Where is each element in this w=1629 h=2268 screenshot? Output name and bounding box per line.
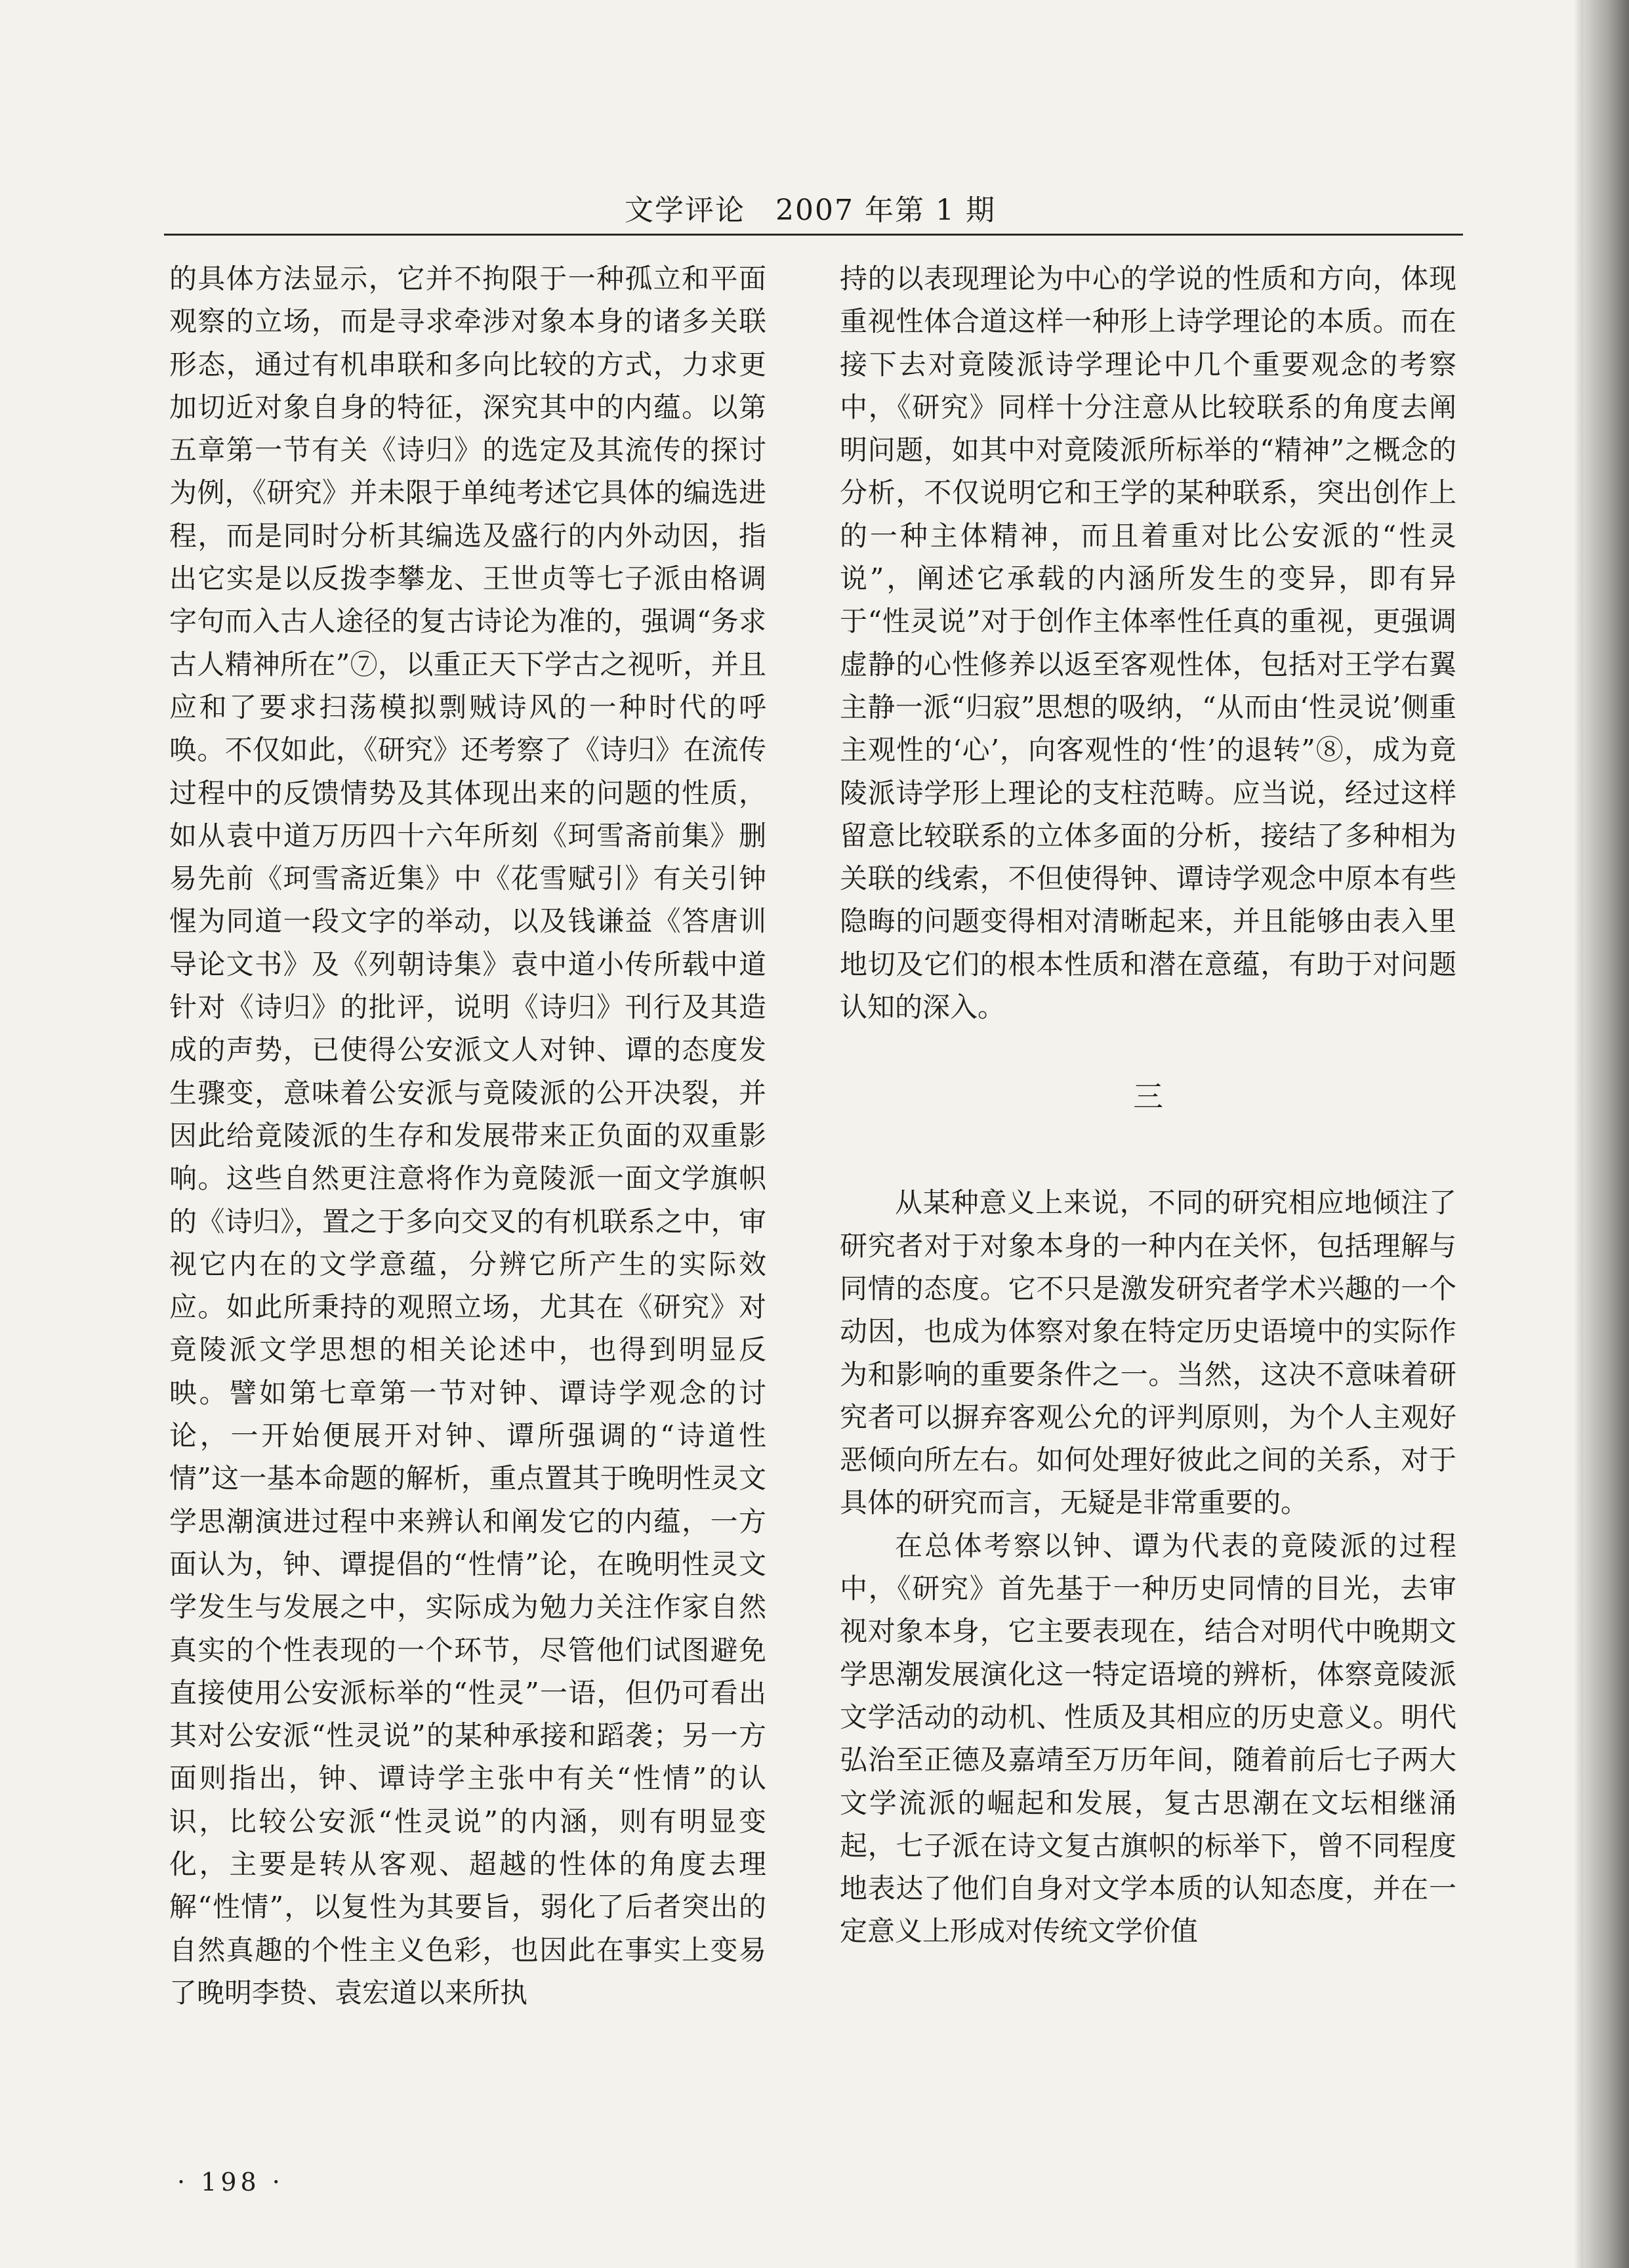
- left-column: [169, 257, 766, 2014]
- scan-shadow-gap: [1574, 0, 1583, 2268]
- page-number: · 198 ·: [177, 2168, 284, 2196]
- scan-right-edge: [1583, 0, 1629, 2268]
- right-column: [840, 257, 1456, 1953]
- body-paragraph: 从某种意义上来说，不同的研究相应地倾注了研究者对于对象本身的一种内在关怀，包括理解与同情的态度。它不只是激发研究者学术兴趣的一个动因，也成为体察对象在特定历史语境中的实际作为和影响的重要条件之一。当然，这决不意味着研究者可以摒弃客观公允的评判原则，为个人主观好恶倾向所左右。如何处理好彼此之间的关系，对于具体的研究而言，无疑是非常重要的。: [840, 1186, 1456, 1519]
- body-paragraph: 持的以表现理论为中心的学说的性质和方向，体现重视性体合道这样一种形上诗学理论的本质。而在接下去对竟陵派诗学理论中几个重要观念的考察中，《研究》同样十分注意从比较联系的角度去阐明问题，如其中对竟陵派所标举的“精神”之概念的分析，不仅说明它和王学的某种联系，突出创作上的一种主体精神，而且着重对比公安派的“性灵说”，阐述它承载的内涵所发生的变异，即有异于“性灵说”对于创作主体率性任真的重视，更强调虚静的心性修养以返至客观性体，包括对王学右翼主静一派“归寂”思想的吸纳，“从而由‘性灵说’侧重主观性的‘心’，向客观性的‘性’的退转”⑧，成为竟陵派诗学形上理论的支柱范畴。应当说，经过这样留意比较联系的立体多面的分析，接结了多种相为关联的线索，不但使得钟、谭诗学观念中原本有些隐晦的问题变得相对清晰起来，并且能够由表入里地切及它们的根本性质和潜在意蕴，有助于对问题认知的深入。: [840, 262, 1456, 1024]
- running-header: 文学评论 2007 年第 1 期: [625, 194, 996, 227]
- body-paragraph: 在总体考察以钟、谭为代表的竟陵派的过程中，《研究》首先基于一种历史同情的目光，去审视对象本身，它主要表现在，结合对明代中晚期文学思潮发展演化这一特定语境的辨析，体察竟陵派文学活动的动机、性质及其相应的历史意义。明代弘治至正德及嘉靖至万历年间，随着前后七子两大文学流派的崛起和发展，复古思潮在文坛相继涌起，七子派在诗文复古旗帜的标举下，曾不同程度地表达了他们自身对文学本质的认知态度，并在一定意义上形成对传统文学价值: [840, 1529, 1456, 1948]
- body-paragraph: 的具体方法显示，它并不拘限于一种孤立和平面观察的立场，而是寻求牵涉对象本身的诸多关联形态，通过有机串联和多向比较的方式，力求更加切近对象自身的特征，深究其中的内蕴。以第五章第一节有关《诗归》的选定及其流传的探讨为例，《研究》并未限于单纯考述它具体的编选进程，而是同时分析其编选及盛行的内外动因，指出它实是以反拨李攀龙、王世贞等七子派由格调字句而入古人途径的复古诗论为准的，强调“务求古人精神所在”⑦，以重正天下学古之视听，并且应和了要求扫荡模拟剽贼诗风的一种时代的呼唤。不仅如此，《研究》还考察了《诗归》在流传过程中的反馈情势及其体现出来的问题的性质，如从袁中道万历四十六年所刻《珂雪斋前集》删易先前《珂雪斋近集》中《花雪赋引》有关引钟惺为同道一段文字的举动，以及钱谦益《答唐训导论文书》及《列朝诗集》袁中道小传所载中道针对《诗归》的批评，说明《诗归》刊行及其造成的声势，已使得公安派文人对钟、谭的态度发生骤变，意味着公安派与竟陵派的公开决裂，并因此给竟陵派的生存和发展带来正负面的双重影响。这些自然更注意将作为竟陵派一面文学旗帜的《诗归》，置之于多向交叉的有机联系之中，审视它内在的文学意蕴，分辨它所产生的实际效应。如此所秉持的观照立场，尤其在《研究》对竟陵派文学思想的相关论述中，也得到明显反映。譬如第七章第一节对钟、谭诗学观念的讨论，一开始便展开对钟、谭所强调的“诗道性情”这一基本命题的解析，重点置其于晚明性灵文学思潮演进过程中来辨认和阐发它的内蕴，一方面认为，钟、谭提倡的“性情”论，在晚明性灵文学发生与发展之中，实际成为勉力关注作家自然真实的个性表现的一个环节，尽管他们试图避免直接使用公安派标举的“性灵”一语，但仍可看出其对公安派“性灵说”的某种承接和蹈袭；另一方面则指出，钟、谭诗学主张中有关“性情”的认识，比较公安派“性灵说”的内涵，则有明显变化，主要是转从客观、超越的性体的角度去理解“性情”，以复性为其要旨，弱化了后者突出的自然真趣的个性主义色彩，也因此在事实上变易了晚明李贽、袁宏道以来所执: [169, 262, 766, 2009]
- section-heading: 三: [1133, 1079, 1163, 1115]
- header-rule: [164, 234, 1463, 236]
